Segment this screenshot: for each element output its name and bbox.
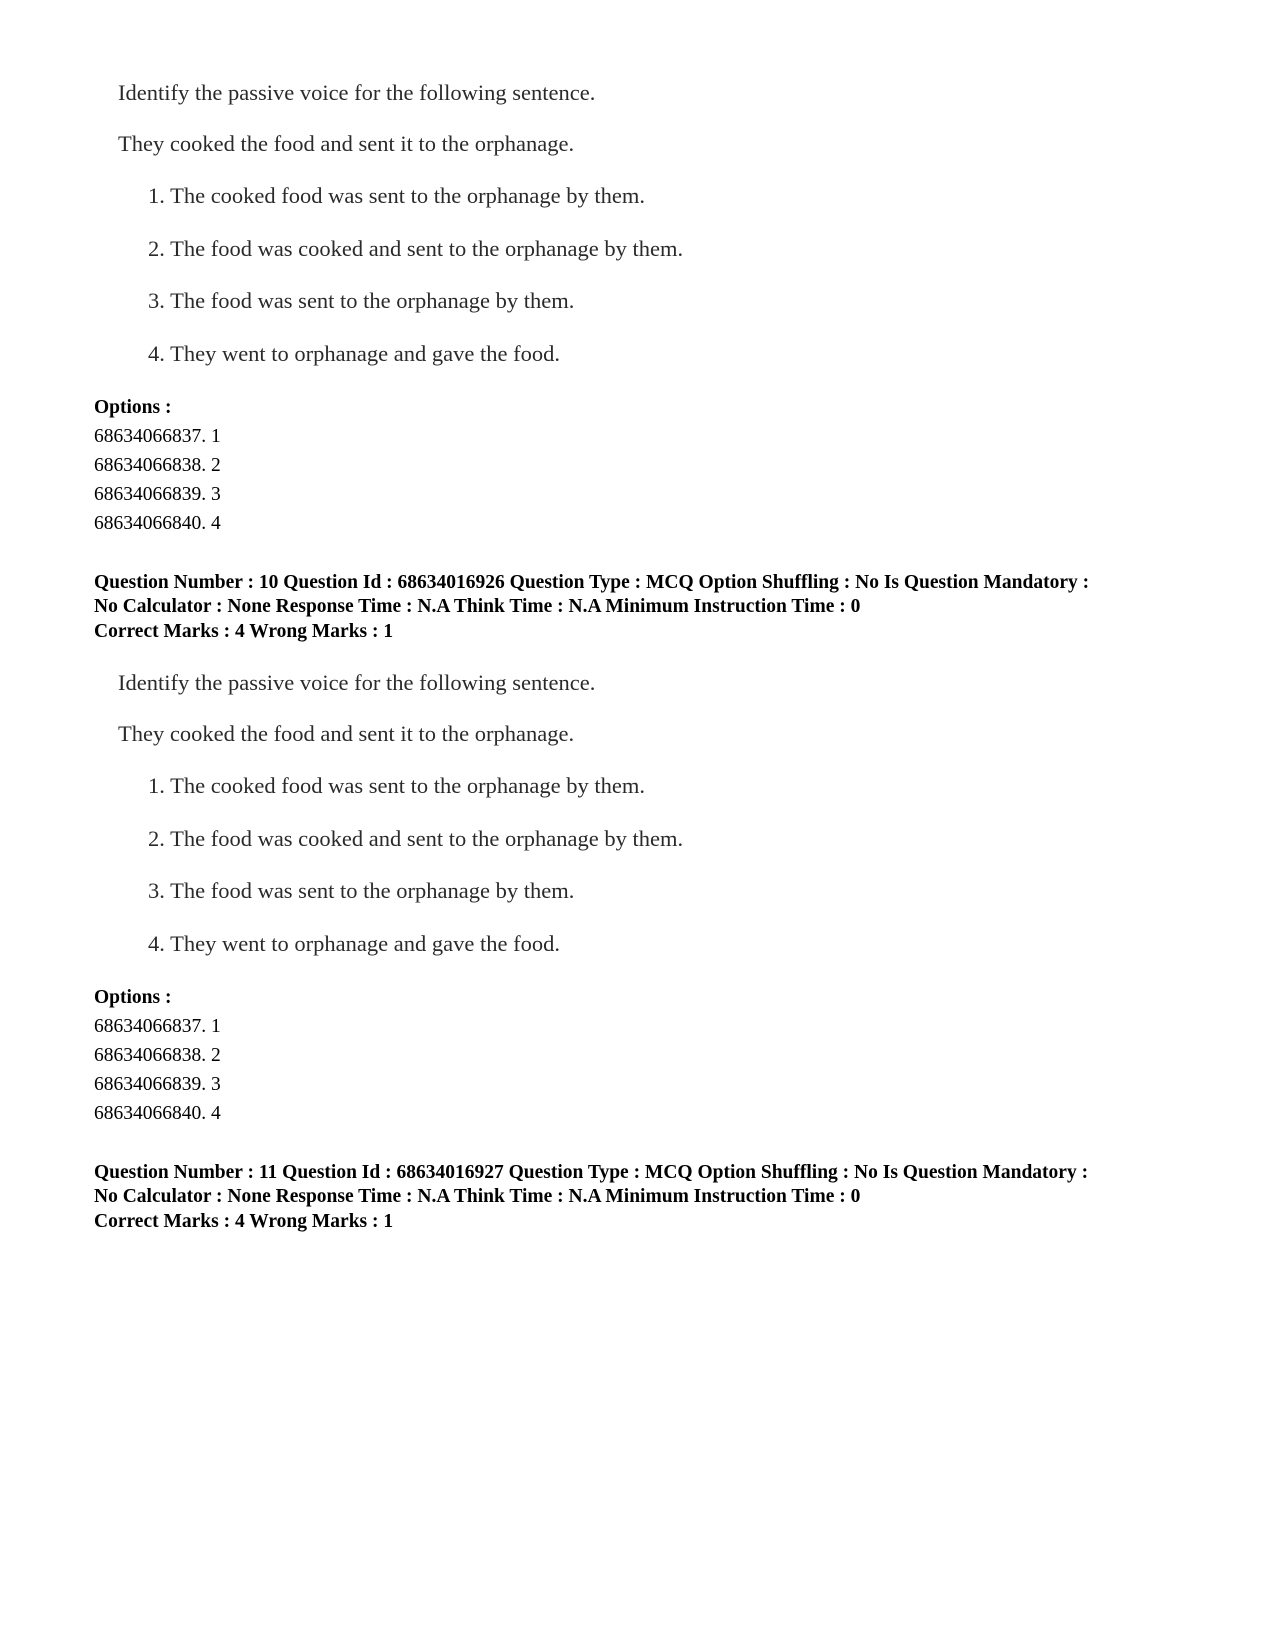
meta-line: Question Number : 11 Question Id : 68634016927 Question Type : MCQ Option Shuffling : No Is Question Mandatory :: [94, 1162, 1089, 1183]
question-text: Identify the passive voice for the following sentence.: [118, 670, 596, 695]
option-item: 68634066837. 1: [94, 426, 221, 447]
meta-line: No Calculator : None Response Time : N.A Think Time : N.A Minimum Instruction Time : 0: [94, 1186, 861, 1207]
question-meta-10: [94, 571, 1204, 619]
choice-3: 3. The food was sent to the orphanage by them.: [148, 878, 575, 903]
option-item: 68634066838. 2: [94, 1045, 221, 1066]
marks-11: Correct Marks : 4 Wrong Marks : 1: [94, 1211, 394, 1232]
option-item: 68634066838. 2: [94, 455, 221, 476]
choice-1: 1. The cooked food was sent to the orphanage by them.: [148, 773, 645, 798]
options-list-1: [94, 393, 221, 538]
meta-line: Question Number : 10 Question Id : 68634016926 Question Type : MCQ Option Shuffling : No Is Question Mandatory :: [94, 572, 1090, 593]
choice-4: 4. They went to orphanage and gave the food.: [148, 931, 560, 956]
options-title: Options :: [94, 987, 172, 1008]
choice-2: 2. The food was cooked and sent to the orphanage by them.: [148, 826, 684, 851]
options-title: Options :: [94, 397, 172, 418]
question-sentence: They cooked the food and sent it to the orphanage.: [118, 131, 575, 156]
choice-3: 3. The food was sent to the orphanage by them.: [148, 288, 575, 313]
marks-10: Correct Marks : 4 Wrong Marks : 1: [94, 621, 394, 642]
choice-4: 4. They went to orphanage and gave the food.: [148, 341, 560, 366]
meta-line: No Calculator : None Response Time : N.A Think Time : N.A Minimum Instruction Time : 0: [94, 596, 861, 617]
option-item: 68634066837. 1: [94, 1016, 221, 1037]
choice-2: 2. The food was cooked and sent to the orphanage by them.: [148, 236, 684, 261]
question-sentence: They cooked the food and sent it to the orphanage.: [118, 721, 575, 746]
option-item: 68634066839. 3: [94, 1074, 221, 1095]
options-list-10: [94, 983, 221, 1128]
choice-1: 1. The cooked food was sent to the orphanage by them.: [148, 183, 645, 208]
question-meta-11: [94, 1161, 1204, 1209]
question-text: Identify the passive voice for the following sentence.: [118, 80, 596, 105]
option-item: 68634066840. 4: [94, 1103, 221, 1124]
option-item: 68634066839. 3: [94, 484, 221, 505]
option-item: 68634066840. 4: [94, 513, 221, 534]
